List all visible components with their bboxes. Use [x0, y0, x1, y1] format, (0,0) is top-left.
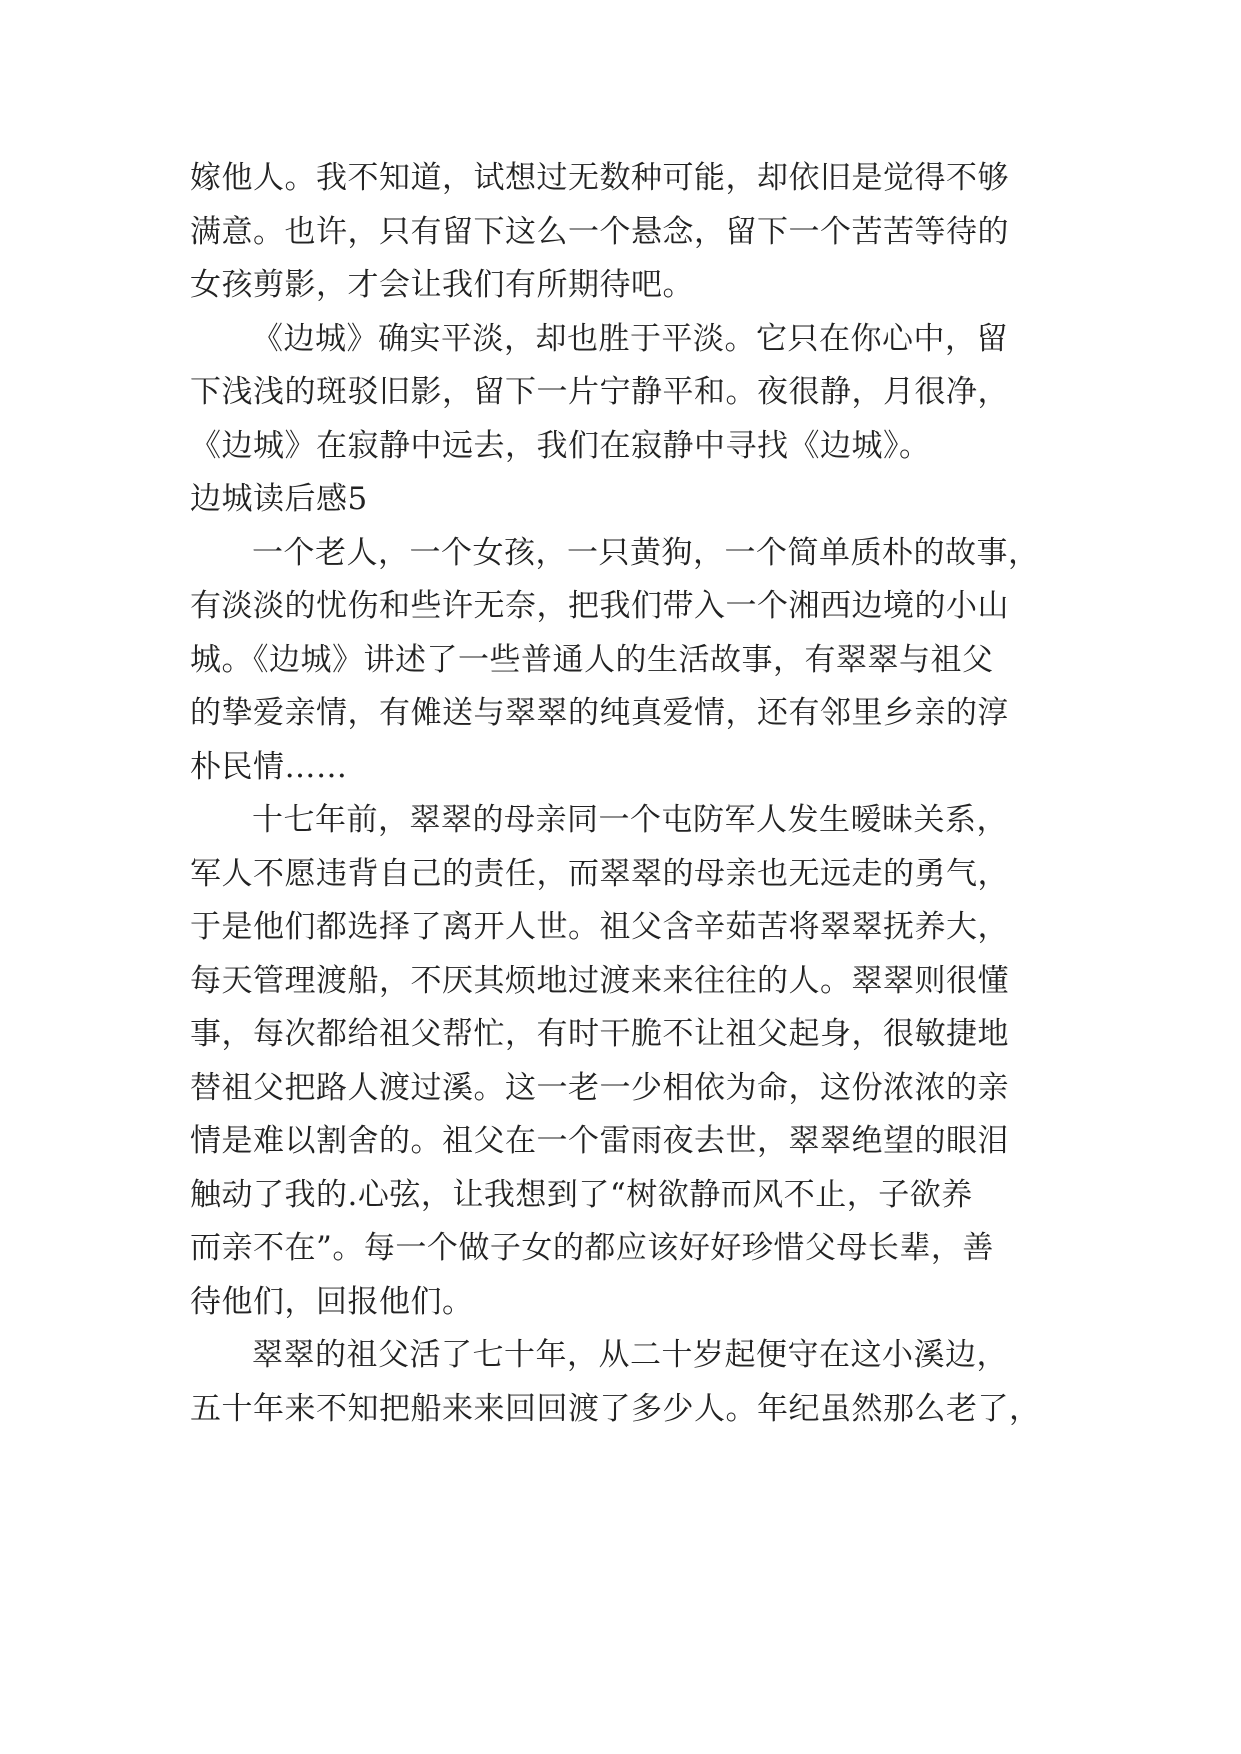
paragraph-1 [190, 152, 1060, 313]
text-line: 嫁他人。我不知道，试想过无数种可能，却依旧是觉得不够 [190, 160, 1009, 196]
text-line: 事，每次都给祖父帮忙，有时干脆不让祖父起身，很敏捷地 [190, 1016, 1009, 1052]
text-line: 女孩剪影，才会让我们有所期待吧。 [190, 267, 694, 303]
text-line: 有淡淡的忧伤和些许无奈，把我们带入一个湘西边境的小山 [190, 588, 1009, 624]
text-line: 军人不愿违背自己的责任，而翠翠的母亲也无远走的勇气， [190, 855, 1009, 892]
paragraph-3 [190, 527, 1060, 795]
text-line: 《边城》确实平淡，却也胜于平淡。它只在你心中，留 [252, 320, 1008, 357]
document-body [190, 152, 1060, 1436]
section-heading: 边城读后感5 [190, 481, 368, 517]
text-line: 的挚爱亲情，有傩送与翠翠的纯真爱情，还有邻里乡亲的淳 [190, 695, 1009, 731]
text-line: 情是难以割舍的。祖父在一个雷雨夜去世，翠翠绝望的眼泪 [190, 1123, 1009, 1159]
text-line: 而亲不在”。每一个做子女的都应该好好珍惜父母长辈，善 [190, 1230, 994, 1266]
text-line: 五十年来不知把船来来回回渡了多少人。年纪虽然那么老了， [190, 1390, 1041, 1427]
text-line: 每天管理渡船，不厌其烦地过渡来来往往的人。翠翠则很懂 [190, 962, 1009, 999]
text-line: 满意。也许，只有留下这么一个悬念，留下一个苦苦等待的 [190, 213, 1009, 250]
text-line: 翠翠的祖父活了七十年，从二十岁起便守在这小溪边， [252, 1337, 1008, 1373]
text-line: 触动了我的.心弦，让我想到了“树欲静而风不止，子欲养 [190, 1176, 973, 1213]
text-line: 城。《边城》讲述了一些普通人的生活故事，有翠翠与祖父 [190, 641, 994, 678]
paragraph-5 [190, 1329, 1060, 1436]
text-line: 于是他们都选择了离开人世。祖父含辛茹苦将翠翠抚养大， [190, 909, 1009, 945]
text-line: 一个老人，一个女孩，一只黄狗，一个简单质朴的故事， [252, 534, 1040, 571]
text-line: 《边城》在寂静中远去，我们在寂静中寻找《边城》。 [190, 427, 931, 464]
paragraph-4 [190, 794, 1060, 1329]
text-line: 下浅浅的斑驳旧影，留下一片宁静平和。夜很静，月很净， [190, 374, 1009, 410]
text-line: 朴民情…… [190, 748, 348, 785]
text-line: 十七年前，翠翠的母亲同一个屯防军人发生暧昧关系， [252, 802, 1008, 838]
paragraph-2 [190, 313, 1060, 474]
text-line: 待他们，回报他们。 [190, 1283, 474, 1320]
text-line: 替祖父把路人渡过溪。这一老一少相依为命，这份浓浓的亲 [190, 1069, 1009, 1106]
